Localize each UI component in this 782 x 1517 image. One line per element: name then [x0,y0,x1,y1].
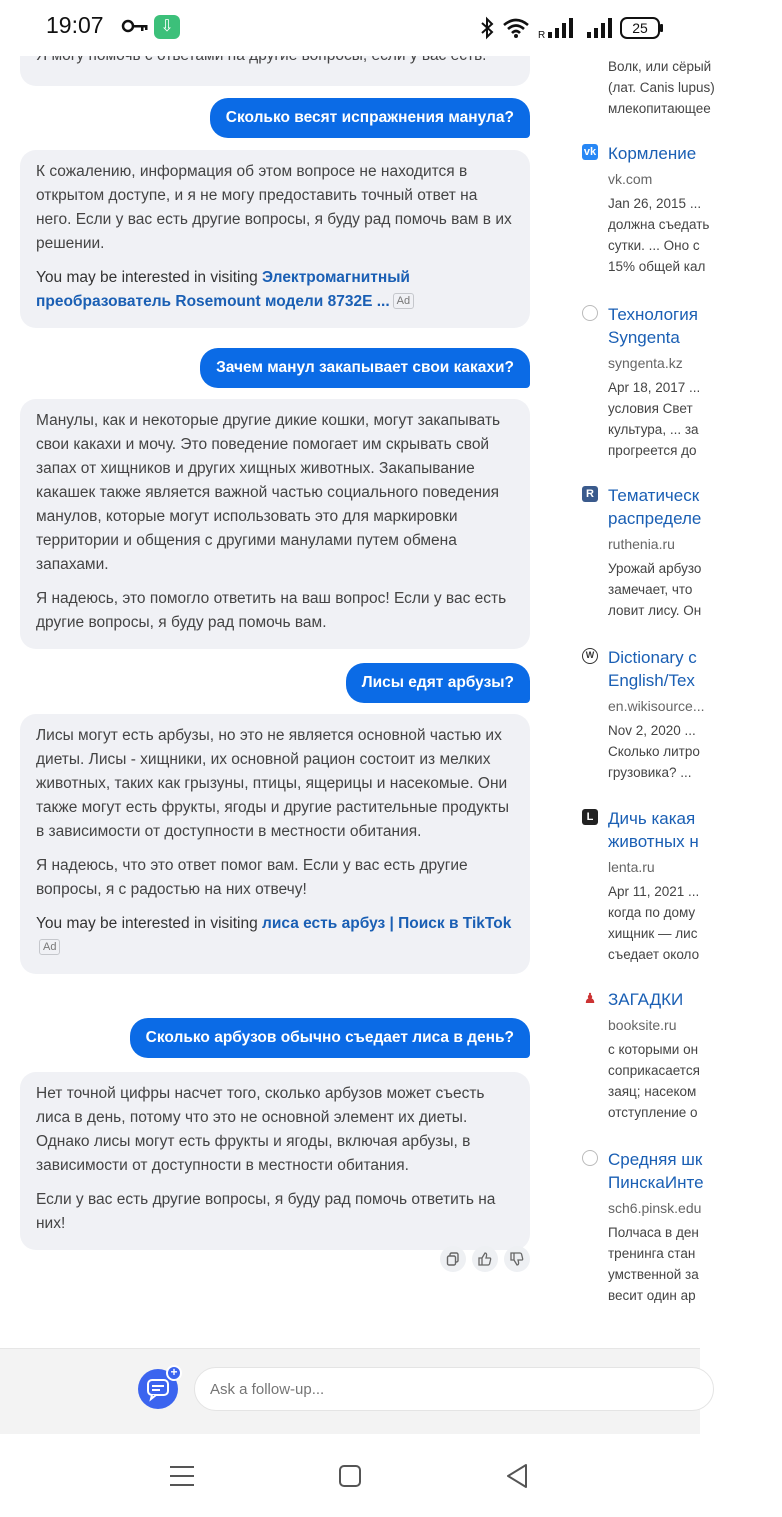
result-source: booksite.ru [608,1017,677,1033]
follow-up-bar [0,1348,700,1434]
result-source: ruthenia.ru [608,536,675,552]
result-source: lenta.ru [608,859,655,875]
search-result[interactable] [582,1148,782,1306]
result-snippet: Apr 11, 2021 ... когда по дому хищник — лис съедает около [608,884,700,962]
result-title[interactable]: Средняя шк ПинскаИнте [608,1150,704,1192]
result-source: vk.com [608,171,653,187]
search-result[interactable] [582,303,782,461]
result-source: en.wikisource... [608,698,705,714]
result-snippet: Apr 18, 2017 ... условия Свет культура, ... за прогреется до [608,380,701,458]
ai-message-4: Нет точной цифры насчет того, сколько арбузов может съесть лиса в день, потому что это не основной элемент их диеты. Однако лисы могут есть фрукты и ягоды, включая арбузы, в зависимости от доступности в местности обитания. Если у вас есть другие вопросы, я буду рад помочь ответить на них! [20,1072,530,1250]
result-source: syngenta.kz [608,355,683,371]
r-icon: R [582,486,598,502]
svg-text:R: R [538,30,546,41]
result-title[interactable]: Dictionary c English/Tex [608,648,697,690]
result-snippet: Волк, или сёрый (лат. Canis lupus) млекопитающее [608,59,715,116]
signal-icon [538,17,578,39]
search-result[interactable] [582,484,782,621]
ad-suggestion: You may be interested in visiting лиса есть арбуз | Поиск в TikTokAd [36,915,512,953]
search-result[interactable] [582,988,782,1123]
key-icon [122,18,148,34]
plus-icon: + [166,1365,182,1381]
result-title[interactable]: ЗАГАДКИ [608,990,684,1009]
ad-badge: Ad [39,939,60,955]
ai-message-2: Манулы, как и некоторые другие дикие кошки, могут закапывать свои какахи и мочу. Это поведение помогает им скрывать свой запах от хищников и других хищных животных. Закапывание какашек также является важной частью социального поведения манулов, которые могут использовать это для маркировки территории и общения с другими манулами путем обмена запахами. Я надеюсь, это помогло ответить на ваш вопрос! Если у вас есть другие вопросы, я буду рад помочь вам. [20,399,530,649]
result-title[interactable]: Технология Syngenta [608,305,698,347]
ai-message-3: Лисы могут есть арбузы, но это не является основной частью их диеты. Лисы - хищники, их основной рацион состоит из мелких животных, таких как грызуны, птицы, ящерицы и насекомые. Они также могут есть фрукты, ягоды и другие растительные продукты в зависимости от доступности в местности обитания. Я надеюсь, что это ответ помог вам. Если у вас есть другие вопросы, я с радостью на них отвечу! You may be interested in visiting лиса есть арбуз | Поиск в TikTokAd [20,714,530,974]
user-message-3: Лисы едят арбузы? [346,663,530,703]
system-nav-bar [0,1434,700,1517]
clock: 19:07 [46,12,104,38]
ai-message-1: К сожалению, информация об этом вопросе не находится в открытом доступе, и я не могу предоставить точный ответ на него. Если у вас есть другие вопросы, я буду рад помочь вам в их решении. You may be interested in visiting Электромагнитный преобразователь Rosemount модели 8732E ... Ad [20,150,530,328]
result-snippet: Nov 2, 2020 ... Сколько литро грузовика? ... [608,723,700,780]
result-snippet: Урожай арбузо замечает, что ловит лису. Он [608,561,702,618]
bluetooth-icon [480,17,494,39]
search-result[interactable] [582,142,782,277]
battery-icon: 25 [620,17,660,39]
status-bar [0,0,700,56]
user-message-4: Сколько арбузов обычно съедает лиса в день? [130,1018,530,1058]
l-icon: L [582,809,598,825]
thumbs-up-icon[interactable] [472,1246,498,1272]
chat-thread[interactable] [0,56,570,1346]
result-title[interactable]: Дичь какая животных н [608,809,699,851]
signal-icon-2 [586,17,612,39]
user-message-2: Зачем манул закапывает свои какахи? [200,348,530,388]
result-title[interactable]: Тематическ распределе [608,486,702,528]
ad-link[interactable]: Электромагнитный преобразователь Rosemount модели 8732E ... [36,269,410,310]
message-actions [440,1246,530,1272]
copy-icon[interactable] [440,1246,466,1272]
result-snippet-top [582,56,782,119]
ad-suggestion: You may be interested in visiting Электромагнитный преобразователь Rosemount модели 8732E ... Ad [36,266,514,314]
download-icon: ⇩ [154,15,180,39]
status-icons [480,14,660,42]
result-snippet: Полчаса в ден тренинга стан умственной за весит один ар [608,1225,699,1303]
ad-link[interactable]: лиса есть арбуз | Поиск в TikTok [262,915,512,932]
ad-badge: Ad [393,293,414,309]
follow-up-input[interactable] [194,1367,714,1411]
result-source: sch6.pinsk.edu [608,1200,702,1216]
result-snippet: Jan 26, 2015 ... должна съедать сутки. ... Оно с 15% общей кал [608,196,710,274]
back-icon[interactable] [497,1458,537,1494]
wifi-icon [502,17,530,39]
user-message-1: Сколько весят испражнения манула? [210,98,530,138]
result-title[interactable]: Кормление [608,144,697,163]
vk-icon: vk [583,146,597,158]
menu-icon[interactable] [162,1458,202,1494]
search-results-panel[interactable] [572,56,715,1346]
thumbs-down-icon[interactable] [504,1246,530,1272]
search-result[interactable] [582,646,782,783]
globe-icon [582,1150,598,1166]
new-topic-button[interactable] [138,1365,178,1409]
search-result[interactable] [582,807,782,965]
wiki-icon: W [582,648,598,664]
globe-icon [582,305,598,321]
gnome-icon: ♟ [583,990,597,1006]
home-icon[interactable] [330,1458,370,1494]
result-snippet: с которыми он соприкасается заяц; насеком отступление о [608,1042,700,1120]
